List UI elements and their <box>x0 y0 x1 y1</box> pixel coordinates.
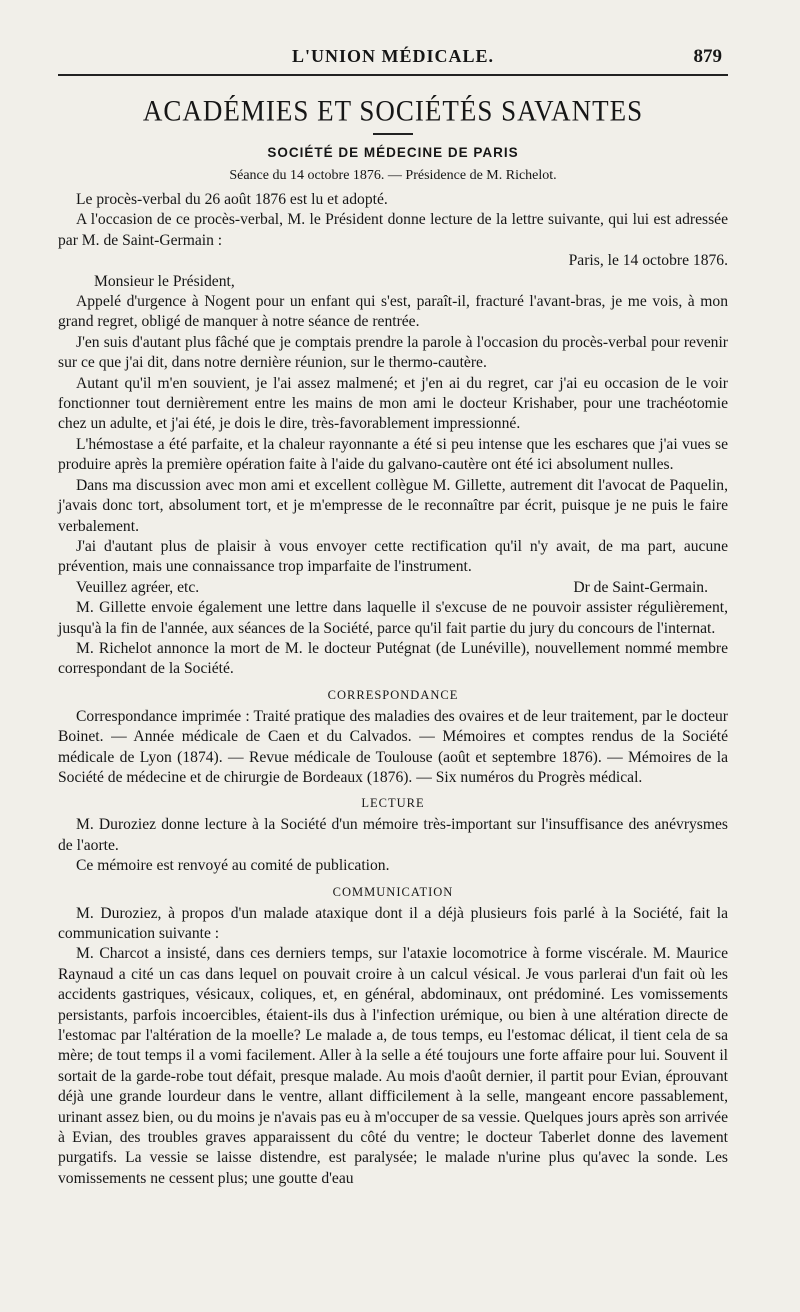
header-rule <box>58 74 728 76</box>
lecture-paragraph: Ce mémoire est renvoyé au comité de publication. <box>76 857 390 875</box>
journal-title: L'UNION MÉDICALE. <box>291 46 495 66</box>
running-header <box>58 40 728 70</box>
section-title: ACADÉMIES ET SOCIÉTÉS SAVANTES <box>142 94 644 128</box>
letter-closing-row <box>58 578 728 598</box>
letter-paragraph: J'ai d'autant plus de plaisir à vous envoyer cette rectification qu'il n'y avait, de ma part, aucune prévention, mais une connaissance trop imparfaite de l'instrument. <box>58 537 728 576</box>
letter-date: Paris, le 14 octobre 1876. <box>568 252 728 270</box>
page-number: 879 <box>693 46 722 67</box>
correspondance-text: Correspondance imprimée : Traité pratique des maladies des ovaires et de leur traitement, par le docteur Boinet. — Année médicale de Caen et du Calvados. — Mémoires et comptes rendus de la Société médicale de Lyon (1874). — Revue médicale de Toulouse (août et septembre 1876). — Mémoires de la Société de médecine et de chirurgie de Bordeaux (1876). — Six numéros du Progrès médical. <box>58 707 728 786</box>
seance-line: Séance du 14 octobre 1876. — Présidence de M. Richelot. <box>229 168 557 183</box>
letter-signature: Dr de Saint-Germain. <box>573 578 708 596</box>
intro-paragraph: A l'occasion de ce procès-verbal, M. le Président donne lecture de la lettre suivante, qui lui est adressée par M. de Saint-Germain : <box>58 211 728 249</box>
letter-paragraph: Dans ma discussion avec mon ami et excellent collègue M. Gillette, autrement dit l'avocat de Paquelin, j'avais donc tort, absolument tort, et je m'empresse de le reconnaître par écrit, puisque je ne puis le faire verbalement. <box>58 476 728 535</box>
communication-heading: COMMUNICATION <box>332 884 454 899</box>
letter-paragraph: Appelé d'urgence à Nogent pour un enfant qui s'est, paraît-il, fracturé l'avant-bras, je me vois, à mon grand regret, obligé de manquer à notre séance de rentrée. <box>58 293 728 331</box>
lecture-paragraph: M. Duroziez donne lecture à la Société d'un mémoire très-important sur l'insuffisance des anévrysmes de l'aorte. <box>58 816 728 854</box>
communication-paragraph: M. Charcot a insisté, dans ces derniers temps, sur l'ataxie locomotrice à forme viscérale. M. Maurice Raynaud a cité un cas dans lequel on pouvait croire à un calcul vésical. Je vous parlerai d'un fait où les accidents gastriques, vésicaux, coliques, et, en général, abdominaux, ont prédominé. Les vomissements persistants, parfois incoercibles, étaient-ils dus à l'infection urémique, ou bien à une altération directe de l'estomac par l'altération de la moelle? Le malade a, de tous temps, eu l'estomac délicat, il tient cela de sa mère; de tout temps il a vomi facilement. Aller à la selle a été toujours une forte affaire pour lui. Souvent il sortait de la garde-robe tout défait, presque malade. Au mois d'août dernier, il partit pour Evian, éprouvant déjà une grande lourdeur dans le ventre, allant difficilement à la selle, mangeant encore passablement, urinant assez bien, ou du moins je n'avais pas eu à m'occuper de sa vessie. Quelques jours après son arrivée à Evian, des troubles graves apparaissent du côté du ventre; le docteur Taberlet donne des lavement purgatifs. La vessie se laisse distendre, est paralysée; le malade n'urine plus qu'avec la sonde. Les vomissements ne cessent plus; une goutte d'eau <box>58 945 728 1187</box>
society-heading: SOCIÉTÉ DE MÉDECINE DE PARIS <box>267 145 519 160</box>
letter-salutation: Monsieur le Président, <box>94 272 235 290</box>
page <box>58 40 728 1189</box>
lecture-heading: LECTURE <box>361 796 425 811</box>
title-rule <box>373 133 413 135</box>
communication-paragraph: M. Duroziez, à propos d'un malade ataxique dont il a déjà plusieurs fois parlé à la Société, fait la communication suivante : <box>58 904 728 942</box>
body-paragraph: M. Gillette envoie également une lettre dans laquelle il s'excuse de ne pouvoir assister régulièrement, jusqu'à la fin de l'année, aux séances de la Société, parce qu'il fait partie du jury du concours de l'internat. <box>58 599 728 637</box>
intro-paragraph: Le procès-verbal du 26 août 1876 est lu et adopté. <box>76 191 388 208</box>
body-paragraph: M. Richelot annonce la mort de M. le docteur Putégnat (de Lunéville), nouvellement nommé membre correspondant de la Société. <box>58 639 728 678</box>
letter-paragraph: L'hémostase a été parfaite, et la chaleur rayonnante a été si peu intense que les eschares que j'ai vues se produire après la première opération faite à l'aide du galvano-cautère ont été ici absolument nulles. <box>58 435 728 474</box>
letter-paragraph: Autant qu'il m'en souvient, je l'ai assez malmené; et j'en ai du regret, car j'ai eu occasion de le voir fonctionner tout dernièrement entre les mains de mon ami le docteur Krishaber, pour une trachéotomie chez un adulte, et j'ai été, je dois le dire, très-favorablement impressionné. <box>58 374 728 433</box>
letter-closing: Veuillez agréer, etc. <box>76 578 200 596</box>
correspondance-heading: CORRESPONDANCE <box>327 687 459 702</box>
letter-paragraph: J'en suis d'autant plus fâché que je comptais prendre la parole à l'occasion du procès-verbal pour revenir sur ce que j'ai dit, dans notre dernière réunion, sur le thermo-cautère. <box>58 333 728 372</box>
